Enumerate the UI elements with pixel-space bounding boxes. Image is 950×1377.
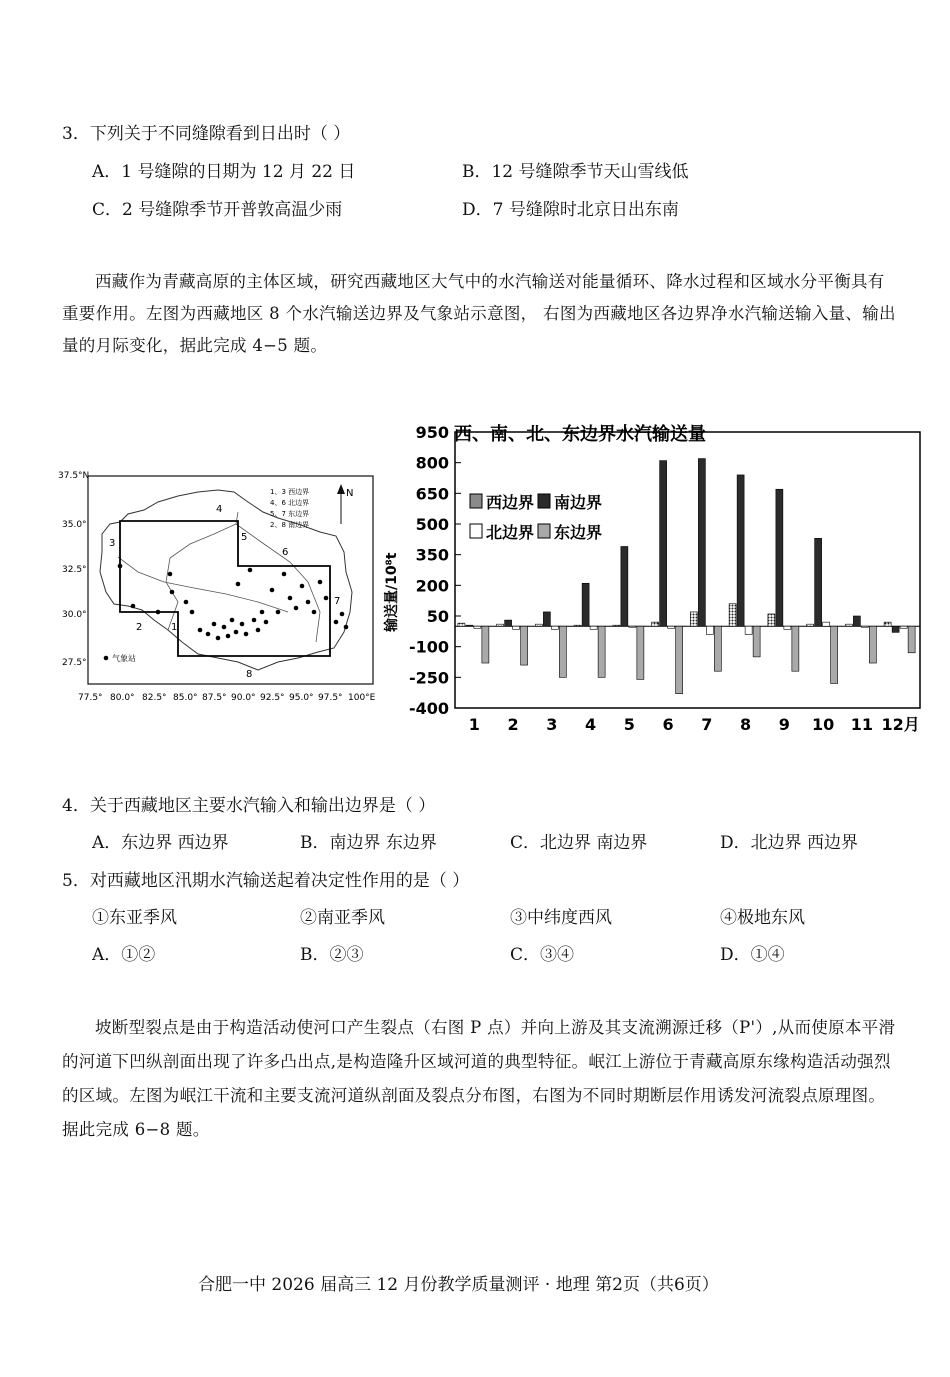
- bar-west: [884, 622, 891, 626]
- boundary-number: 6: [282, 547, 289, 558]
- bar-north: [668, 626, 675, 628]
- passage-tibet-text: 西藏作为青藏高原的主体区域，研究西藏地区大气中的水汽输送对能量循环、降水过程和区域水分平衡具有重要作用。左图为西藏地区 8 个水汽输送边界及气象站示意图， 右图为西藏地区各边界净水汽输送输入量、输出量的月际变化，据此完成 4−5 题。: [62, 272, 896, 355]
- q3-option-c: C．2 号缝隙季节开普敦高温少雨: [92, 200, 343, 220]
- legend-label-east: 东边界: [554, 523, 603, 542]
- lat-label: 32.5°: [62, 565, 87, 575]
- x-tick-label: 3: [546, 715, 558, 734]
- bar-north: [900, 626, 907, 628]
- chart-frame: [455, 432, 920, 708]
- y-tick-label: -400: [408, 699, 449, 718]
- bar-north: [551, 626, 558, 629]
- legend-label-north: 北边界: [486, 523, 535, 542]
- bar-south: [853, 616, 860, 626]
- lat-label: 37.5°N: [58, 471, 90, 481]
- bar-west: [652, 622, 659, 626]
- bar-west: [574, 625, 581, 626]
- legend-swatch-north: [470, 524, 482, 538]
- q5-item-4: ④极地东风: [720, 908, 805, 928]
- bar-south: [621, 546, 628, 626]
- bar-east: [753, 626, 760, 657]
- bar-east: [637, 626, 644, 679]
- map-legend-item: 5、7 东边界: [270, 510, 310, 518]
- lat-label: 30.0°: [62, 610, 87, 620]
- legend-label-west: 西边界: [486, 493, 535, 512]
- bar-east: [792, 626, 799, 671]
- chart-legend: [470, 493, 602, 542]
- y-tick-label: 50: [426, 607, 449, 626]
- bar-west: [690, 612, 697, 626]
- y-tick-label: 500: [415, 515, 449, 534]
- svg-text:N: N: [346, 488, 354, 499]
- q5-option-a: A．①②: [92, 945, 156, 965]
- q3-stem: 3．下列关于不同缝隙看到日出时（ ）: [62, 124, 351, 144]
- x-tick-label: 2: [507, 715, 519, 734]
- x-tick-label: 7: [701, 715, 713, 734]
- boundary-number: 1: [171, 622, 178, 633]
- legend-swatch-south: [538, 494, 550, 508]
- y-tick-label: 350: [415, 545, 449, 565]
- bar-west: [535, 624, 542, 626]
- chart-plot: [409, 423, 920, 734]
- boundary-number: 7: [334, 596, 341, 607]
- x-tick-label: 9: [778, 715, 790, 734]
- q5-option-b: B．②③: [300, 945, 364, 965]
- bar-south: [698, 459, 705, 627]
- lat-label: 35.0°: [62, 520, 87, 530]
- y-tick-label: -250: [408, 668, 449, 688]
- bar-east: [908, 626, 915, 653]
- bar-south: [776, 489, 783, 626]
- x-tick-label: 10: [811, 715, 835, 734]
- passage-minjiang-text: 坡断型裂点是由于构造活动使河口产生裂点（右图 P 点）并向上游及其支流溯源迁移（P'）,从而使原本平滑的河道下凹纵剖面出现了许多凸出点,是构造隆升区域河道的典型特征。岷江上游位于青藏高原东缘构造活动强烈的区域。左图为岷江干流和主要支流河道纵剖面及裂点分布图，右图为不同时期断层作用诱发河流裂点原理图。据此完成 6−8 题。: [62, 1018, 896, 1139]
- bar-east: [676, 626, 683, 693]
- bar-east: [521, 626, 528, 665]
- bar-west: [845, 624, 852, 626]
- lon-label: 80.0°: [110, 693, 135, 703]
- bar-east: [831, 626, 838, 683]
- chart-title: 西、南、北、东边界水汽输送量: [454, 424, 706, 445]
- station-legend-icon: [104, 656, 109, 661]
- bar-west: [497, 624, 504, 626]
- bar-south: [505, 620, 512, 626]
- q4-stem: 4．关于西藏地区主要水汽输入和输出边界是（ ）: [62, 796, 436, 816]
- bar-north: [706, 626, 713, 634]
- bar-west: [613, 625, 620, 626]
- q5-stem: 5．对西藏地区汛期水汽输送起着决定性作用的是（ ）: [62, 871, 470, 891]
- q5-item-2: ②南亚季风: [300, 908, 385, 928]
- station-legend-label: 气象站: [112, 654, 136, 663]
- y-tick-label: -100: [408, 637, 449, 657]
- q4-option-b: B．南边界 东边界: [300, 833, 437, 853]
- bar-west: [729, 604, 736, 626]
- q5-option-d: D．①④: [720, 945, 785, 965]
- boundary-number: 2: [136, 622, 143, 633]
- lon-label: 87.5°: [202, 693, 227, 703]
- bar-north: [513, 626, 520, 629]
- q5-item-3: ③中纬度西风: [510, 908, 612, 928]
- q3-option-b: B．12 号缝隙季节天山雪线低: [462, 162, 689, 182]
- bar-west: [458, 623, 465, 626]
- lon-label: 77.5°: [78, 693, 103, 703]
- q4-option-a: A．东边界 西边界: [92, 833, 229, 853]
- bar-south: [466, 625, 473, 626]
- y-tick-label: 950: [415, 423, 449, 442]
- bar-east: [482, 626, 489, 663]
- lon-label: 100°E: [348, 693, 376, 703]
- q5-item-1: ①东亚季风: [92, 908, 177, 928]
- x-tick-label: 4: [585, 715, 597, 734]
- legend-label-south: 南边界: [554, 493, 603, 512]
- bar-east: [559, 626, 566, 677]
- x-tick-label: 12月: [881, 715, 920, 734]
- lon-label: 82.5°: [142, 693, 167, 703]
- lon-label: 90.0°: [231, 693, 256, 703]
- bar-east: [714, 626, 721, 671]
- passage-minjiang: [62, 1011, 897, 1147]
- x-tick-label: 8: [740, 715, 752, 734]
- boundary-number: 3: [109, 538, 116, 549]
- lon-label: 97.5°: [318, 693, 343, 703]
- bar-north: [784, 626, 791, 629]
- y-axis-label: 输送量/10⁸t: [384, 552, 400, 632]
- boundary-number: 5: [241, 532, 248, 543]
- y-tick-label: 200: [415, 576, 449, 596]
- lon-label: 95.0°: [289, 693, 314, 703]
- bar-south: [892, 626, 899, 632]
- bar-north: [629, 626, 636, 627]
- y-tick-label: 800: [415, 453, 449, 473]
- x-tick-label: 11: [850, 715, 874, 734]
- bar-north: [590, 626, 597, 629]
- map-legend-item: 2、8 南边界: [270, 521, 310, 529]
- x-tick-label: 5: [623, 715, 635, 734]
- bar-south: [660, 461, 667, 627]
- bar-south: [543, 612, 550, 626]
- bar-west: [807, 624, 814, 626]
- q4-option-c: C．北边界 南边界: [510, 833, 648, 853]
- bar-north: [474, 626, 481, 628]
- lon-label: 85.0°: [173, 693, 198, 703]
- bar-west: [768, 614, 775, 626]
- water-vapor-chart: [380, 418, 925, 740]
- lon-label: 92.5°: [260, 693, 285, 703]
- bar-north: [823, 622, 830, 626]
- page-footer: 合肥一中 2026 届高三 12 月份教学质量测评 · 地理 第2页（共6页）: [198, 1275, 719, 1295]
- q5-option-c: C．③④: [510, 945, 575, 965]
- x-tick-label: 6: [662, 715, 674, 734]
- q3-option-d: D．7 号缝隙时北京日出东南: [462, 200, 679, 220]
- bar-south: [737, 475, 744, 626]
- bar-south: [582, 583, 589, 626]
- x-tick-label: 1: [468, 715, 480, 734]
- map-legend-item: 4、6 北边界: [270, 499, 310, 507]
- bar-north: [745, 626, 752, 634]
- y-tick-label: 650: [415, 484, 449, 504]
- q3-option-a: A．1 号缝隙的日期为 12 月 22 日: [92, 162, 356, 182]
- boundary-number: 8: [246, 669, 253, 680]
- legend-swatch-east: [538, 524, 550, 538]
- passage-tibet: [62, 266, 897, 362]
- bar-east: [598, 626, 605, 677]
- tibet-boundary-map: [58, 462, 383, 712]
- q4-option-d: D．北边界 西边界: [720, 833, 859, 853]
- boundary-number: 4: [216, 504, 223, 515]
- lat-label: 27.5°: [62, 658, 87, 668]
- legend-swatch-west: [470, 494, 482, 508]
- bar-east: [869, 626, 876, 663]
- map-legend-item: 1、3 西边界: [270, 488, 310, 496]
- bar-north: [861, 626, 868, 627]
- bar-south: [815, 538, 822, 626]
